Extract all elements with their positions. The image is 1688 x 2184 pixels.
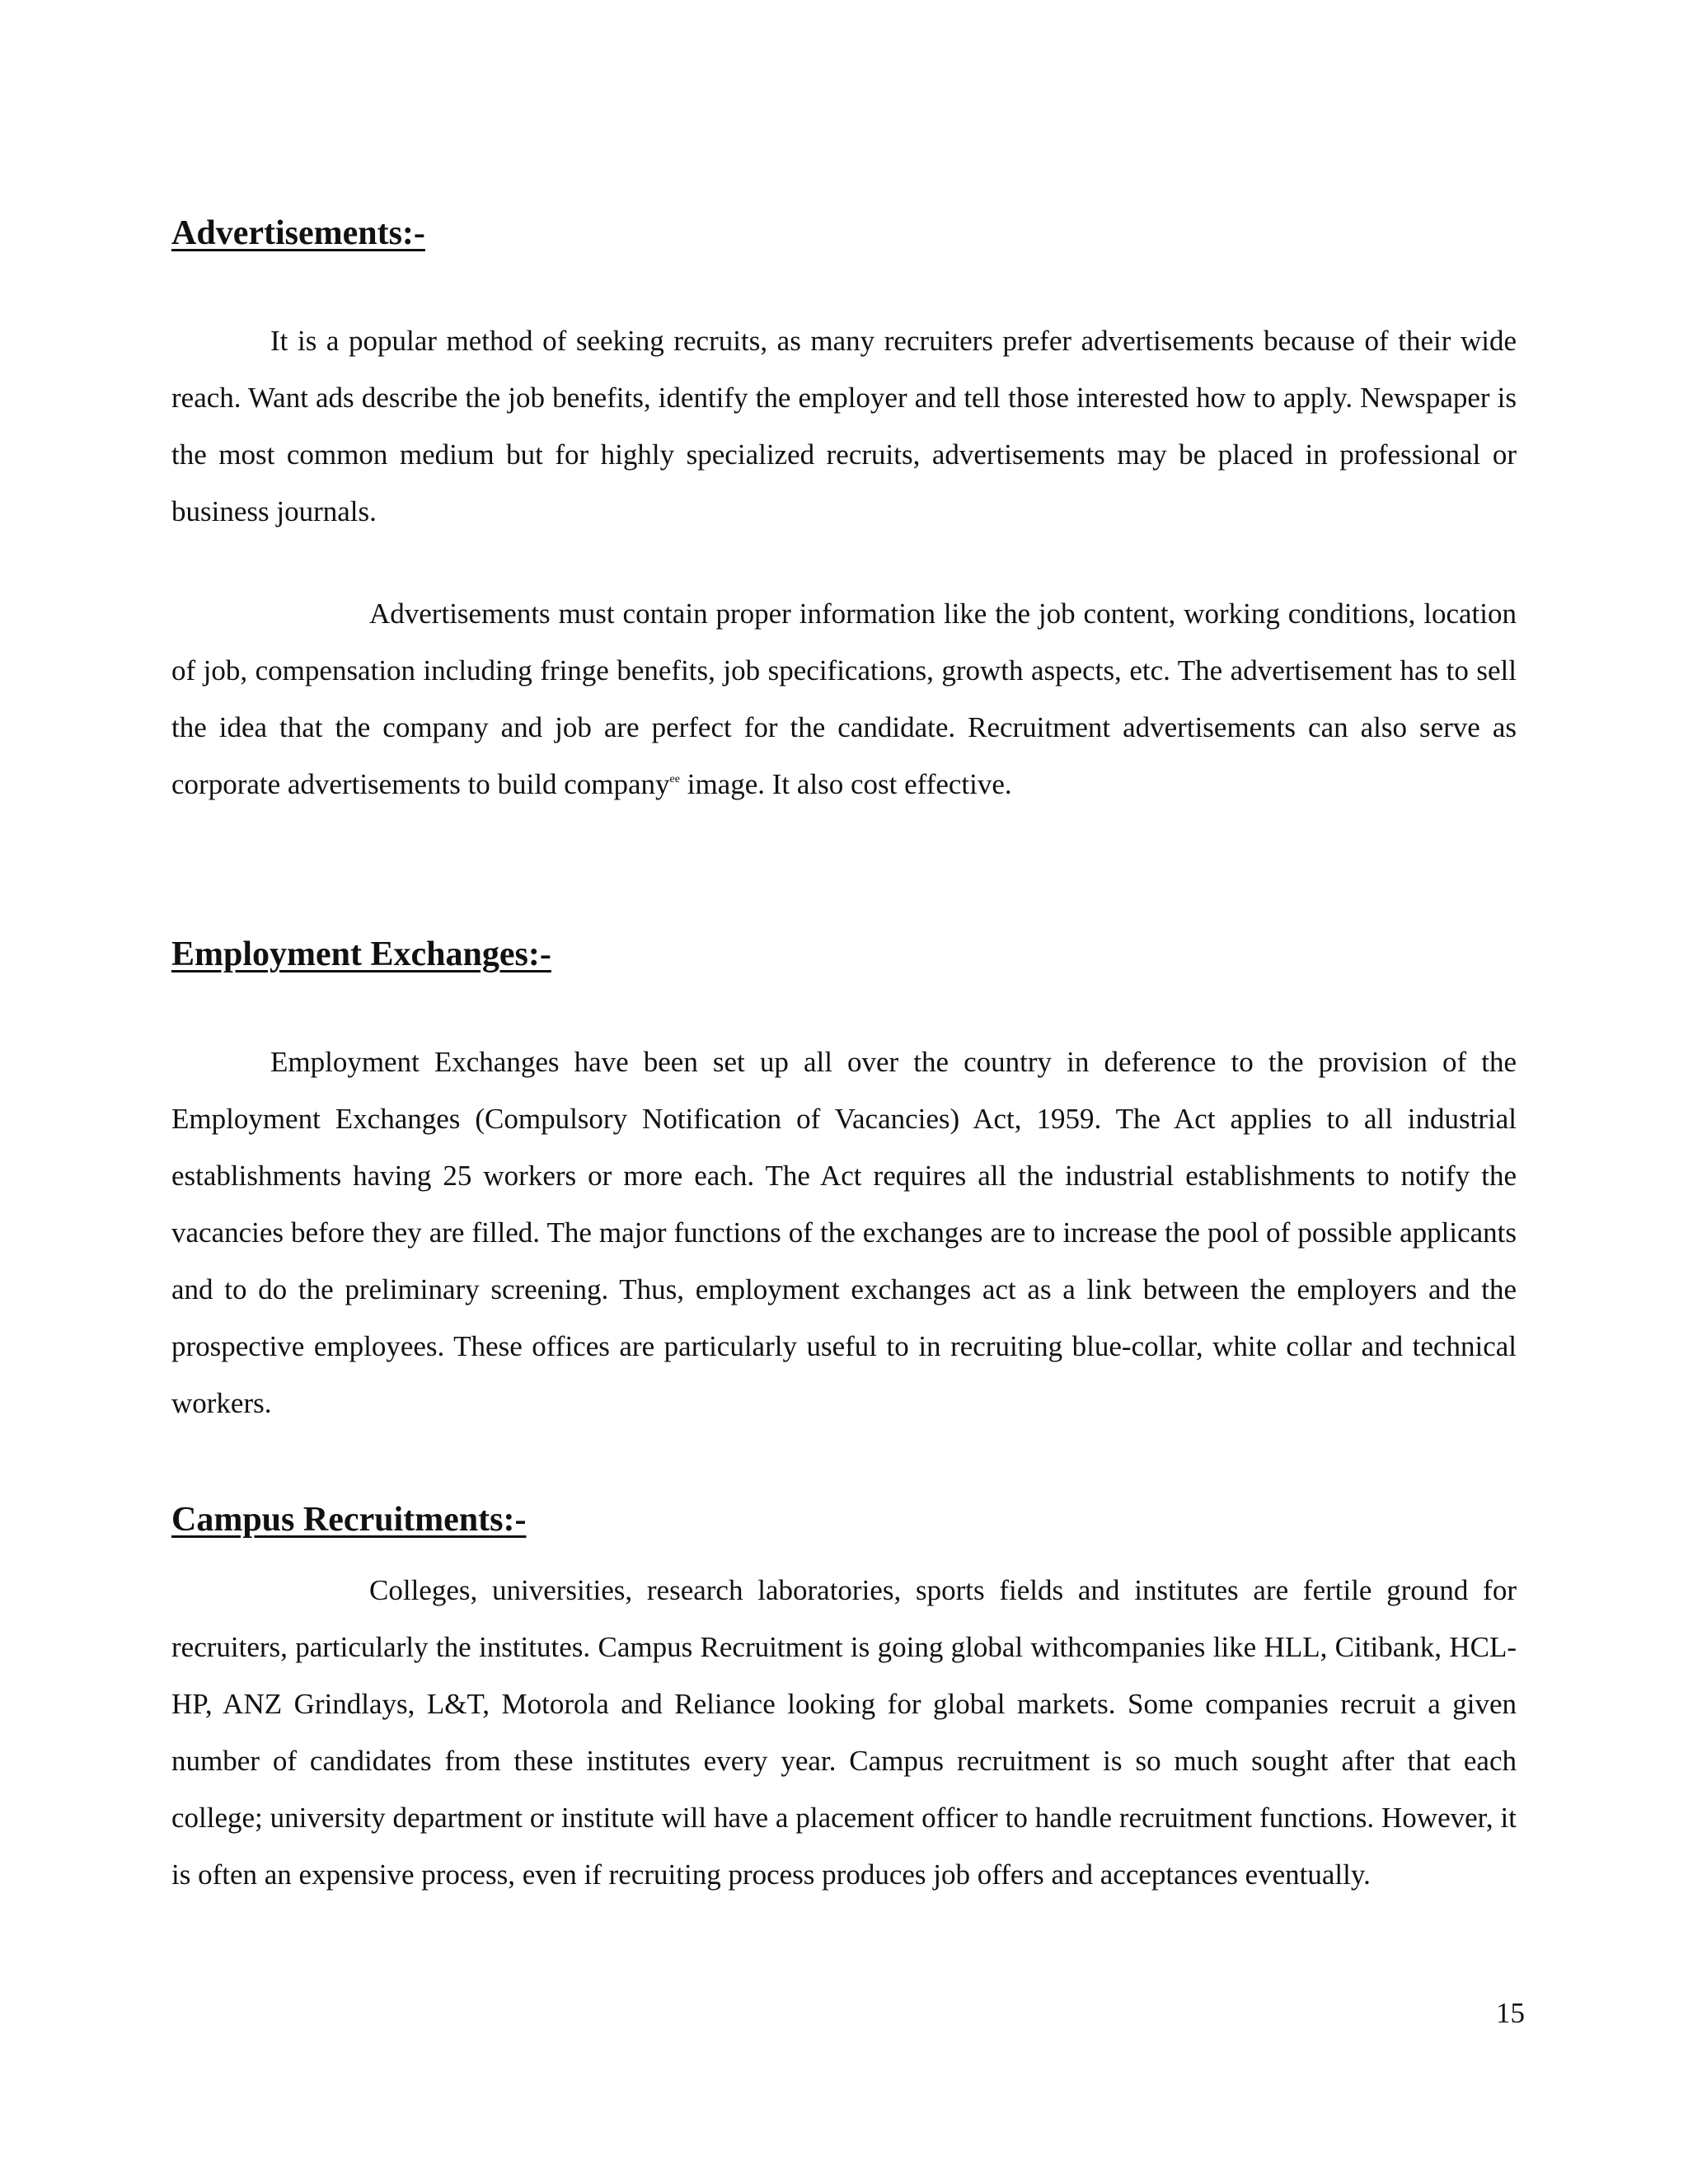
page-number: 15 (1496, 1997, 1525, 2029)
paragraph-advertisements-2 (171, 585, 1517, 813)
section-employment-exchanges (171, 934, 1517, 1432)
paragraph-campus-recruitments: Colleges, universities, research laboratories, sports fields and institutes are fertile ground for recruiters, particularly the institutes. Campus Recruitment is going global withcompanies like HLL, Citibank, HCL-HP, ANZ Grindlays, L&T, Motorola and Reliance looking for global markets. Some companies recruit a given number of candidates from these institutes every year. Campus recruitment is so much sought after that each college; university department or institute will have a placement officer to handle recruitment functions. However, it is often an expensive process, even if recruiting process produces job offers and acceptances eventually. (171, 1574, 1517, 1891)
paragraph-employment-exchanges: Employment Exchanges have been set up all over the country in deference to the provision of the Employment Exchanges (Compulsory Notification of Vacancies) Act, 1959. The Act applies to all industrial establishments having 25 workers or more each. The Act requires all the industrial establishments to notify the vacancies before they are filled. The major functions of the exchanges are to increase the pool of possible applicants and to do the preliminary screening. Thus, employment exchanges act as a link between the employers and the prospective employees. These offices are particularly useful to in recruiting blue-collar, white collar and technical workers. (171, 1046, 1517, 1419)
paragraph-advertisements-2-text-b: image. It also cost effective. (679, 768, 1012, 800)
paragraph-advertisements-2-text-a: Advertisements must contain proper information like the job content, working conditions, location of job, compensation including fringe benefits, job specifications, growth aspects, etc. The advertisement has to sell the idea that the company and job are perfect for the candidate. Recruitment advertisements can also serve as corporate advertisements to build company (171, 598, 1517, 800)
section-campus-recruitments (171, 1499, 1517, 1903)
superscript-mark: ee (669, 773, 680, 785)
section-advertisements (171, 213, 1517, 813)
paragraph-advertisements-1: It is a popular method of seeking recruits, as many recruiters prefer advertisements because of their wide reach. Want ads describe the job benefits, identify the employer and tell those interested how to apply. Newspaper is the most common medium but for highly specialized recruits, advertisements may be placed in professional or business journals. (171, 325, 1517, 527)
heading-campus-recruitments: Campus Recruitments:- (171, 1501, 527, 1539)
heading-employment-exchanges: Employment Exchanges:- (171, 935, 551, 973)
heading-advertisements: Advertisements:- (171, 214, 425, 252)
